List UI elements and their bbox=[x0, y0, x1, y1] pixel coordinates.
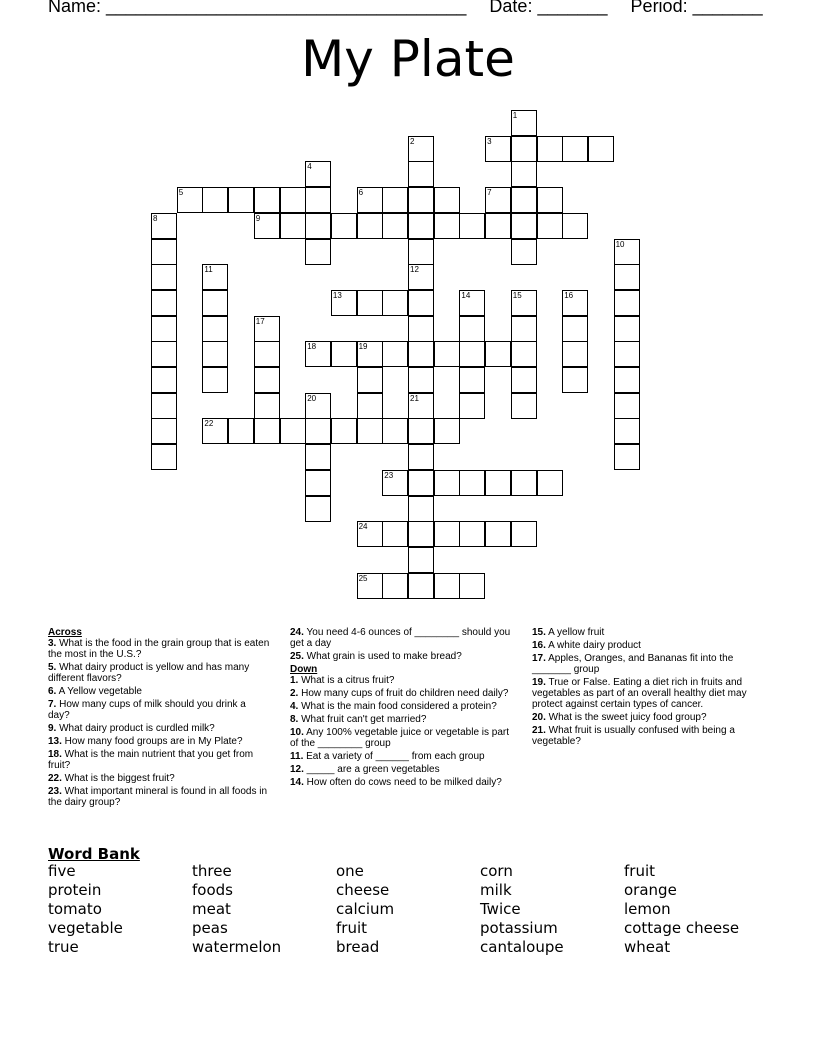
clue-item bbox=[532, 725, 764, 747]
crossword-cell[interactable] bbox=[280, 187, 306, 213]
clues-column-1 bbox=[48, 627, 270, 810]
crossword-cell[interactable] bbox=[562, 136, 588, 162]
crossword-cell[interactable] bbox=[537, 470, 563, 496]
crossword-cell[interactable] bbox=[151, 290, 177, 316]
across-heading: Across bbox=[48, 627, 82, 638]
clue-number-label: 19 bbox=[358, 342, 368, 352]
crossword-cell[interactable] bbox=[408, 213, 434, 239]
clues-column-2 bbox=[290, 627, 518, 790]
crossword-cell[interactable] bbox=[151, 393, 177, 419]
clue-item bbox=[290, 764, 518, 775]
word-bank-word: wheat bbox=[624, 938, 671, 956]
crossword-cell[interactable] bbox=[511, 367, 537, 393]
crossword-cell[interactable] bbox=[459, 470, 485, 496]
clue-number: 19. bbox=[532, 677, 546, 688]
clue-number: 8. bbox=[290, 714, 299, 725]
clue-number: 25. bbox=[290, 651, 304, 662]
crossword-cell[interactable] bbox=[202, 187, 228, 213]
clue-number: 14. bbox=[290, 777, 304, 788]
crossword-cell[interactable] bbox=[151, 341, 177, 367]
word-bank-word: cheese bbox=[336, 881, 390, 899]
word-bank-word: three bbox=[192, 862, 232, 880]
crossword-cell[interactable] bbox=[537, 187, 563, 213]
clue-number: 16. bbox=[532, 640, 546, 651]
clue-number: 4. bbox=[290, 701, 299, 712]
clue-text: What fruit can't get married? bbox=[298, 714, 427, 725]
clue-number-label: 7 bbox=[487, 188, 492, 198]
word-bank-word: foods bbox=[192, 881, 233, 899]
clue-text: What grain is used to make bread? bbox=[303, 651, 462, 662]
clue-number-label: 6 bbox=[358, 188, 364, 198]
word-bank-row bbox=[48, 862, 768, 881]
clue-number: 20. bbox=[532, 712, 546, 723]
clue-item bbox=[532, 677, 764, 710]
crossword-cell[interactable] bbox=[511, 521, 537, 547]
word-bank-word: protein bbox=[48, 881, 102, 899]
clue-item bbox=[290, 701, 518, 712]
word-bank-word: true bbox=[48, 938, 79, 956]
clue-text: What dairy product is yellow and has many different flavors? bbox=[48, 662, 250, 684]
clue-item bbox=[532, 627, 764, 638]
crossword-cell[interactable] bbox=[588, 136, 614, 162]
clue-number-label: 24 bbox=[358, 522, 368, 532]
crossword-cell[interactable] bbox=[151, 316, 177, 342]
crossword-cell[interactable] bbox=[459, 393, 485, 419]
clue-item bbox=[48, 749, 270, 771]
crossword-cell[interactable] bbox=[562, 213, 588, 239]
clue-item bbox=[532, 712, 764, 723]
clue-number-label: 13 bbox=[332, 290, 342, 300]
clue-text: How many cups of milk should you drink a day? bbox=[48, 699, 246, 721]
crossword-cell[interactable] bbox=[151, 239, 177, 265]
word-bank-word: watermelon bbox=[192, 938, 282, 956]
crossword-cell[interactable] bbox=[511, 136, 537, 162]
clue-text: What is the food in the grain group that is eaten the most in the U.S.? bbox=[48, 638, 270, 660]
clue-number-label: 22 bbox=[204, 419, 214, 429]
clue-number-label: 15 bbox=[512, 290, 522, 300]
clue-number-label: 25 bbox=[358, 573, 368, 583]
word-bank-word: bread bbox=[336, 938, 380, 956]
crossword-cell[interactable] bbox=[434, 521, 460, 547]
clue-item bbox=[290, 727, 518, 749]
date-field[interactable]: Date: _______ bbox=[489, 0, 608, 16]
clue-text: A yellow fruit bbox=[545, 627, 605, 638]
word-bank bbox=[48, 862, 768, 957]
clue-number-label: 18 bbox=[307, 342, 317, 352]
crossword-cell[interactable] bbox=[254, 367, 280, 393]
crossword-cell[interactable] bbox=[151, 264, 177, 290]
crossword-cell[interactable] bbox=[485, 341, 511, 367]
clue-number: 24. bbox=[290, 627, 304, 638]
clue-item bbox=[290, 714, 518, 725]
crossword-cell[interactable] bbox=[382, 213, 408, 239]
clue-item bbox=[290, 688, 518, 699]
crossword-cell[interactable] bbox=[254, 341, 280, 367]
clue-text: Apples, Oranges, and Bananas fit into the _______ group bbox=[532, 653, 734, 675]
clue-item bbox=[48, 773, 270, 784]
period-field[interactable]: Period: _______ bbox=[630, 0, 763, 16]
clue-number-label: 10 bbox=[615, 239, 625, 249]
crossword-cell[interactable] bbox=[357, 418, 383, 444]
crossword-cell[interactable] bbox=[408, 161, 434, 187]
crossword-cell[interactable] bbox=[614, 341, 640, 367]
crossword-cell[interactable] bbox=[562, 367, 588, 393]
across-clue-list-continued bbox=[290, 627, 518, 662]
down-clue-list bbox=[290, 675, 518, 788]
word-bank-word: milk bbox=[480, 881, 512, 899]
crossword-cell[interactable] bbox=[434, 418, 460, 444]
clue-item bbox=[290, 627, 518, 649]
word-bank-word: five bbox=[48, 862, 76, 880]
word-bank-row bbox=[48, 919, 768, 938]
clue-number-label: 23 bbox=[384, 470, 394, 480]
clue-item bbox=[290, 751, 518, 762]
clue-item bbox=[48, 699, 270, 721]
clue-text: _____ are a green vegetables bbox=[303, 764, 440, 775]
crossword-cell[interactable] bbox=[357, 213, 383, 239]
clue-number-label: 4 bbox=[307, 162, 312, 172]
clue-number: 6. bbox=[48, 686, 57, 697]
clue-text: A Yellow vegetable bbox=[56, 686, 142, 697]
crossword-cell[interactable] bbox=[305, 470, 331, 496]
clue-number: 15. bbox=[532, 627, 546, 638]
clue-number-label: 8 bbox=[153, 213, 158, 223]
crossword-cell[interactable] bbox=[408, 496, 434, 522]
crossword-cell[interactable] bbox=[280, 418, 306, 444]
clue-text: Any 100% vegetable juice or vegetable is part of the ________ group bbox=[290, 727, 510, 749]
clue-item bbox=[532, 653, 764, 675]
clue-number: 11. bbox=[290, 751, 304, 762]
crossword-cell[interactable] bbox=[357, 367, 383, 393]
crossword-cell[interactable] bbox=[305, 213, 331, 239]
word-bank-word: meat bbox=[192, 900, 231, 918]
word-bank-word: corn bbox=[480, 862, 513, 880]
clue-number: 12. bbox=[290, 764, 304, 775]
word-bank-word: cottage cheese bbox=[624, 919, 740, 937]
crossword-cell[interactable] bbox=[305, 239, 331, 265]
crossword-cell[interactable] bbox=[511, 161, 537, 187]
clue-number-label: 21 bbox=[410, 393, 419, 403]
clues-column-3 bbox=[532, 627, 764, 749]
clue-number: 1. bbox=[290, 675, 299, 686]
crossword-cell[interactable] bbox=[459, 316, 485, 342]
clue-text: What is the biggest fruit? bbox=[61, 773, 175, 784]
crossword-cell[interactable] bbox=[537, 136, 563, 162]
crossword-cell[interactable] bbox=[408, 573, 434, 599]
word-bank-row bbox=[48, 881, 768, 900]
clue-number-label: 20 bbox=[307, 393, 317, 403]
clue-number-label: 17 bbox=[255, 316, 265, 326]
clue-item bbox=[48, 736, 270, 747]
crossword-cell[interactable] bbox=[434, 213, 460, 239]
crossword-cell[interactable] bbox=[305, 418, 331, 444]
word-bank-row bbox=[48, 938, 768, 957]
clue-number-label: 3 bbox=[487, 136, 492, 146]
crossword-cell[interactable] bbox=[408, 187, 434, 213]
word-bank-word: calcium bbox=[336, 900, 395, 918]
crossword-cell[interactable] bbox=[151, 367, 177, 393]
crossword-cell[interactable] bbox=[511, 341, 537, 367]
crossword-cell[interactable] bbox=[562, 316, 588, 342]
word-bank-title: Word Bank bbox=[48, 845, 140, 863]
word-bank-row bbox=[48, 900, 768, 919]
word-bank-word: peas bbox=[192, 919, 228, 937]
clue-number: 7. bbox=[48, 699, 57, 710]
crossword-cell[interactable] bbox=[459, 367, 485, 393]
crossword-cell[interactable] bbox=[408, 444, 434, 470]
crossword-cell[interactable] bbox=[382, 290, 408, 316]
clue-number-label: 12 bbox=[410, 265, 419, 275]
clue-text: How often do cows need to be milked daily? bbox=[303, 777, 502, 788]
crossword-cell[interactable] bbox=[408, 341, 434, 367]
clue-text: How many cups of fruit do children need daily? bbox=[298, 688, 509, 699]
clue-item bbox=[48, 662, 270, 684]
clue-number: 2. bbox=[290, 688, 299, 699]
crossword-cell[interactable] bbox=[614, 264, 640, 290]
down-heading: Down bbox=[290, 664, 318, 675]
clue-number-label: 11 bbox=[204, 265, 213, 275]
crossword-cell[interactable] bbox=[228, 187, 254, 213]
crossword-cell[interactable] bbox=[305, 187, 331, 213]
crossword-cell[interactable] bbox=[434, 187, 460, 213]
word-bank-word: one bbox=[336, 862, 364, 880]
page-title: My Plate bbox=[301, 30, 515, 88]
clue-number-label: 5 bbox=[178, 188, 184, 198]
clue-text: True or False. Eating a diet rich in fruits and vegetables as part of an overall healthy diet may protect against certain types of cancer. bbox=[532, 677, 747, 710]
clue-text: How many food groups are in My Plate? bbox=[61, 736, 243, 747]
clue-text: Eat a variety of ______ from each group bbox=[303, 751, 485, 762]
clue-text: What is the main nutrient that you get from fruit? bbox=[48, 749, 254, 771]
clue-number-label: 16 bbox=[564, 290, 574, 300]
crossword-cell[interactable] bbox=[382, 418, 408, 444]
crossword-cell[interactable] bbox=[331, 213, 357, 239]
clue-item bbox=[290, 675, 518, 686]
crossword-cell[interactable] bbox=[331, 341, 357, 367]
clue-number: 23. bbox=[48, 786, 62, 797]
crossword-cell[interactable] bbox=[511, 239, 537, 265]
clue-text: What fruit is usually confused with being a vegetable? bbox=[532, 725, 735, 747]
crossword-cell[interactable] bbox=[434, 573, 460, 599]
crossword-cell[interactable] bbox=[511, 213, 537, 239]
word-bank-word: orange bbox=[624, 881, 677, 899]
crossword-cell[interactable] bbox=[202, 341, 228, 367]
crossword-cell[interactable] bbox=[614, 444, 640, 470]
word-bank-word: Twice bbox=[480, 900, 521, 918]
crossword-cell[interactable] bbox=[408, 547, 434, 573]
crossword-cell[interactable] bbox=[357, 393, 383, 419]
crossword-cell[interactable] bbox=[511, 470, 537, 496]
across-clue-list bbox=[48, 638, 270, 808]
word-bank-word: cantaloupe bbox=[480, 938, 564, 956]
crossword-cell[interactable] bbox=[459, 213, 485, 239]
crossword-cell[interactable] bbox=[614, 290, 640, 316]
clue-number: 10. bbox=[290, 727, 304, 738]
clue-item bbox=[48, 723, 270, 734]
crossword-cell[interactable] bbox=[254, 393, 280, 419]
crossword-cell[interactable] bbox=[408, 367, 434, 393]
clue-text: What is the sweet juicy food group? bbox=[545, 712, 707, 723]
crossword-cell[interactable] bbox=[459, 573, 485, 599]
clue-number: 17. bbox=[532, 653, 546, 664]
clue-number: 22. bbox=[48, 773, 62, 784]
clue-item bbox=[48, 786, 270, 808]
word-bank-word: lemon bbox=[624, 900, 671, 918]
crossword-cell[interactable] bbox=[228, 418, 254, 444]
crossword-cell[interactable] bbox=[485, 470, 511, 496]
crossword-cell[interactable] bbox=[305, 496, 331, 522]
clue-item bbox=[48, 686, 270, 697]
crossword-cell[interactable] bbox=[434, 470, 460, 496]
clue-number: 5. bbox=[48, 662, 57, 673]
crossword-cell[interactable] bbox=[305, 444, 331, 470]
word-bank-word: potassium bbox=[480, 919, 558, 937]
crossword-cell[interactable] bbox=[254, 187, 280, 213]
crossword-cell[interactable] bbox=[434, 341, 460, 367]
crossword-cell[interactable] bbox=[408, 418, 434, 444]
clue-item bbox=[290, 651, 518, 662]
crossword-cell[interactable] bbox=[331, 418, 357, 444]
crossword-cell[interactable] bbox=[537, 213, 563, 239]
crossword-cell[interactable] bbox=[614, 367, 640, 393]
crossword-cell[interactable] bbox=[202, 316, 228, 342]
down-clue-list-continued bbox=[532, 627, 764, 747]
crossword-cell[interactable] bbox=[382, 573, 408, 599]
crossword-cell[interactable] bbox=[382, 341, 408, 367]
crossword-cell[interactable] bbox=[408, 521, 434, 547]
word-bank-word: fruit bbox=[624, 862, 656, 880]
clue-text: A white dairy product bbox=[545, 640, 641, 651]
clue-number-label: 9 bbox=[255, 213, 261, 223]
clue-item bbox=[532, 640, 764, 651]
word-bank-word: fruit bbox=[336, 919, 368, 937]
clue-number: 13. bbox=[48, 736, 62, 747]
crossword-cell[interactable] bbox=[202, 290, 228, 316]
crossword-cell[interactable] bbox=[357, 290, 383, 316]
clue-number-label: 1 bbox=[512, 111, 518, 120]
clue-number-label: 2 bbox=[410, 136, 415, 146]
crossword-cell[interactable] bbox=[408, 290, 434, 316]
clue-text: You need 4-6 ounces of ________ should you get a day bbox=[290, 627, 511, 649]
clue-number: 3. bbox=[48, 638, 57, 649]
crossword-cell[interactable] bbox=[151, 418, 177, 444]
crossword-cell[interactable] bbox=[459, 341, 485, 367]
crossword-cell[interactable] bbox=[254, 418, 280, 444]
crossword-cell[interactable] bbox=[614, 393, 640, 419]
word-bank-word: tomato bbox=[48, 900, 102, 918]
crossword-cell[interactable] bbox=[382, 521, 408, 547]
crossword-cell[interactable] bbox=[408, 470, 434, 496]
clue-text: What is the main food considered a protein? bbox=[298, 701, 497, 712]
crossword-cell[interactable] bbox=[511, 187, 537, 213]
crossword-cell[interactable] bbox=[511, 393, 537, 419]
crossword-cell[interactable] bbox=[485, 213, 511, 239]
crossword-cell[interactable] bbox=[485, 521, 511, 547]
crossword-cell[interactable] bbox=[614, 316, 640, 342]
crossword-cell[interactable] bbox=[202, 367, 228, 393]
crossword-cell[interactable] bbox=[382, 187, 408, 213]
clue-text: What is a citrus fruit? bbox=[298, 675, 395, 686]
word-bank-word: vegetable bbox=[48, 919, 123, 937]
clue-item bbox=[290, 777, 518, 788]
clue-number: 21. bbox=[532, 725, 546, 736]
clue-number: 9. bbox=[48, 723, 57, 734]
clue-number: 18. bbox=[48, 749, 62, 760]
crossword-cell[interactable] bbox=[151, 444, 177, 470]
clue-number-label: 14 bbox=[461, 290, 471, 300]
clue-text: What dairy product is curdled milk? bbox=[56, 723, 215, 734]
clue-item bbox=[48, 638, 270, 660]
name-field[interactable]: Name: ____________________________________ bbox=[48, 0, 467, 16]
crossword-cell[interactable] bbox=[408, 239, 434, 265]
crossword-cell[interactable] bbox=[511, 316, 537, 342]
crossword-cell[interactable] bbox=[562, 341, 588, 367]
crossword-cell[interactable] bbox=[280, 213, 306, 239]
crossword-cell[interactable] bbox=[408, 316, 434, 342]
crossword-cell[interactable] bbox=[614, 418, 640, 444]
crossword-cell[interactable] bbox=[459, 521, 485, 547]
clue-text: What important mineral is found in all foods in the dairy group? bbox=[48, 786, 268, 808]
